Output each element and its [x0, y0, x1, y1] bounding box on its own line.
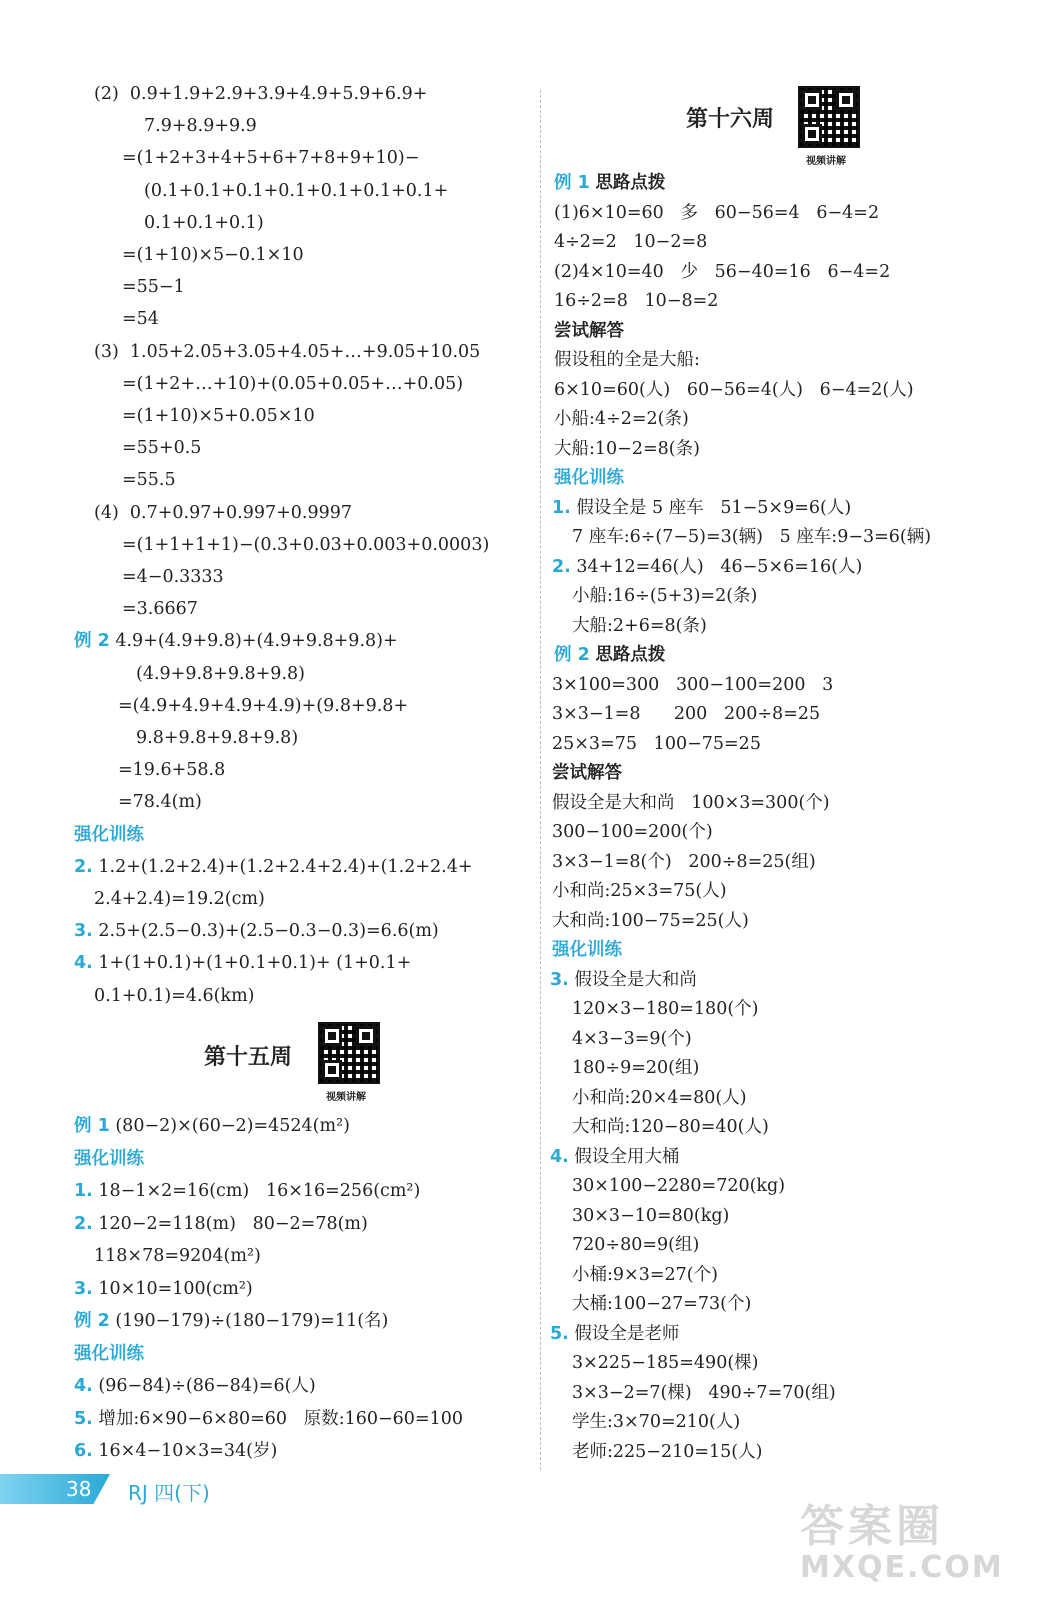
left2-line	[74, 1342, 144, 1366]
left-line	[74, 919, 439, 943]
left-line	[122, 565, 224, 589]
line-text: =(1+2+…+10)+(0.05+0.05+…+0.05)	[122, 373, 464, 394]
line-text: 30×100−2280=720(kg)	[572, 1176, 786, 1196]
item-label: 强化训练	[74, 1148, 144, 1169]
item-label: 5.	[550, 1323, 569, 1344]
left-line	[74, 951, 411, 975]
left-line	[122, 146, 419, 170]
right-line	[554, 466, 624, 490]
right-line	[554, 319, 624, 343]
line-text: 假设租的全是大船:	[554, 350, 700, 370]
left-line	[94, 887, 265, 911]
line-text: 16÷2=8 10−8=2	[554, 291, 719, 311]
watermark-logo	[800, 1490, 1004, 1585]
line-text: =19.6+58.8	[118, 760, 226, 781]
item-label: 2.	[74, 856, 93, 877]
right-line	[552, 702, 820, 726]
right-line	[572, 1410, 740, 1434]
line-text: =4−0.3333	[122, 567, 224, 587]
line-text: (0.1+0.1+0.1+0.1+0.1+0.1+0.1+	[144, 180, 449, 201]
line-text: 大和尚:120−80=40(人)	[572, 1117, 769, 1137]
left2-line	[74, 1114, 350, 1138]
left2-line	[74, 1179, 420, 1203]
line-text: 3×3−2=7(棵) 490÷7=70(组)	[572, 1382, 836, 1403]
line-text: 0.1+0.1+0.1)	[144, 212, 264, 233]
line-text: 小桶:9×3=27(个)	[572, 1264, 718, 1285]
item-label: 3.	[74, 1278, 93, 1299]
right-line	[572, 1233, 699, 1257]
line-text: 9.8+9.8+9.8+9.8)	[136, 728, 299, 748]
line-text: 720÷80=9(组)	[572, 1235, 700, 1255]
left2-line	[74, 1439, 277, 1463]
right-line	[572, 1440, 762, 1464]
line-text: 30×3−10=80(kg)	[572, 1205, 730, 1226]
page-info: RJ 四(下)	[128, 1481, 210, 1505]
line-text: 4×3−3=9(个)	[572, 1028, 692, 1049]
left-line	[74, 855, 473, 879]
line-text: 7 座车:6÷(7−5)=3(辆) 5 座车:9−3=6(辆)	[572, 527, 932, 547]
right-line	[554, 201, 879, 225]
week-15-title: 第十五周	[204, 1045, 293, 1070]
line-text: 10×10=100(cm²)	[98, 1278, 253, 1299]
left-line	[94, 501, 352, 525]
right-line	[554, 378, 914, 402]
qr-caption: 视频讲解	[806, 156, 846, 167]
right-line	[552, 496, 851, 520]
line-text: 大船:10−2=8(条)	[554, 438, 700, 459]
watermark-line-1: 答案圈	[800, 1501, 944, 1552]
item-label: 例 2	[74, 631, 110, 652]
right-line	[572, 1115, 769, 1139]
line-text: 学生:3×70=210(人)	[572, 1412, 741, 1432]
line-text: (190−179)÷(180−179)=11(名)	[115, 1311, 389, 1331]
qr-caption: 视频讲解	[326, 1092, 366, 1103]
qr-code-icon[interactable]	[318, 1022, 380, 1084]
line-text: 2.5+(2.5−0.3)+(2.5−0.3−0.3)=6.6(m)	[98, 921, 439, 942]
qr-code-icon[interactable]	[798, 86, 860, 148]
right-line	[554, 437, 700, 461]
left2-line	[74, 1309, 388, 1333]
line-text: 4÷2=2 10−2=8	[554, 232, 708, 252]
right-line	[554, 171, 665, 195]
line-text: (3) 1.05+2.05+3.05+4.05+…+9.05+10.05	[94, 341, 481, 362]
left-line	[74, 629, 398, 653]
left-line	[118, 694, 408, 718]
line-text: =54	[122, 309, 159, 330]
left2-line	[94, 1244, 261, 1268]
line-text: 6×10=60(人) 60−56=4(人) 6−4=2(人)	[554, 379, 914, 400]
right-line	[552, 850, 816, 874]
line-text: =78.4(m)	[118, 792, 202, 813]
line-text: =55−1	[122, 277, 185, 298]
left-line	[136, 662, 305, 686]
line-text: =(1+1+1+1)−(0.3+0.03+0.003+0.0003)	[122, 534, 490, 555]
item-label: 2.	[74, 1213, 93, 1234]
right-line	[554, 407, 689, 431]
right-line	[552, 732, 761, 756]
line-text: 18−1×2=16(cm) 16×16=256(cm²)	[98, 1181, 421, 1201]
section-heading: 尝试解答	[554, 320, 624, 341]
item-label: 1.	[552, 497, 571, 518]
page-number: 38	[66, 1477, 92, 1501]
section-heading: 思路点拨	[595, 645, 666, 665]
line-text: (80−2)×(60−2)=4524(m²)	[115, 1116, 350, 1136]
line-text: 增加:6×90−6×80=60 原数:160−60=100	[98, 1408, 464, 1429]
right-line	[550, 1145, 679, 1169]
left-line	[118, 790, 202, 814]
right-line	[550, 1322, 679, 1346]
right-line	[552, 761, 622, 785]
right-line	[572, 1086, 747, 1110]
item-label: 4.	[74, 1376, 93, 1396]
line-text: =(4.9+4.9+4.9+4.9)+(9.8+9.8+	[118, 695, 409, 716]
item-label: 例 2	[554, 645, 590, 665]
left-line	[144, 211, 264, 235]
right-line	[552, 555, 862, 579]
left-line	[144, 114, 257, 138]
right-line	[554, 348, 700, 372]
right-line	[554, 289, 718, 313]
item-label: 3.	[74, 921, 93, 942]
line-text: 假设全是大和尚	[574, 969, 697, 990]
line-text: 大和尚:100−75=25(人)	[552, 910, 749, 931]
line-text: 7.9+8.9+9.9	[144, 116, 257, 137]
footer-bar	[0, 1474, 110, 1504]
item-label: 强化训练	[552, 940, 622, 960]
right-line	[572, 1204, 729, 1228]
right-line	[552, 673, 833, 697]
right-line	[550, 968, 697, 992]
line-text: 25×3=75 100−75=25	[552, 733, 761, 754]
line-text: 大桶:100−27=73(个)	[572, 1294, 752, 1314]
left-line	[122, 275, 185, 299]
item-label: 4.	[74, 953, 93, 974]
line-text: 1.2+(1.2+2.4)+(1.2+2.4+2.4)+(1.2+2.4+	[98, 856, 473, 877]
line-text: 120×3−180=180(个)	[572, 999, 759, 1019]
section-heading: 尝试解答	[552, 763, 622, 783]
right-line	[552, 909, 749, 933]
left-line	[118, 758, 225, 782]
line-text: =55+0.5	[122, 438, 202, 459]
right-line	[572, 1056, 699, 1080]
left2-line	[74, 1374, 316, 1398]
line-text: 120−2=118(m) 80−2=78(m)	[98, 1213, 368, 1234]
item-label: 例 1	[554, 173, 590, 193]
line-text: 3×3−1=8 200 200÷8=25	[552, 704, 821, 724]
item-label: 5.	[74, 1408, 93, 1429]
left-line	[122, 372, 463, 396]
line-text: 大船:2+6=8(条)	[572, 615, 707, 636]
line-text: 118×78=9204(m²)	[94, 1246, 261, 1266]
line-text: 1+(1+0.1)+(1+0.1+0.1)+ (1+0.1+	[98, 953, 412, 974]
line-text: 34+12=46(人) 46−5×6=16(人)	[576, 556, 863, 577]
right-line	[572, 1263, 718, 1287]
right-line	[572, 1174, 785, 1198]
line-text: 4.9+(4.9+9.8)+(4.9+9.8+9.8)+	[115, 631, 398, 652]
left-line	[144, 179, 448, 203]
line-text: (1)6×10=60 多 60−56=4 6−4=2	[554, 202, 880, 223]
line-text: 小船:16÷(5+3)=2(条)	[572, 586, 758, 606]
right-line	[554, 260, 890, 284]
line-text: (96−84)÷(86−84)=6(人)	[98, 1376, 316, 1396]
line-text: =(1+10)×5+0.05×10	[122, 406, 315, 426]
right-line	[552, 820, 713, 844]
left-line	[122, 243, 304, 267]
right-line	[552, 938, 622, 962]
left2-line	[74, 1147, 144, 1171]
left2-line	[74, 1212, 368, 1236]
left-line	[122, 597, 198, 621]
line-text: (4.9+9.8+9.8+9.8)	[136, 663, 305, 684]
right-line	[572, 1292, 751, 1316]
item-label: 1.	[74, 1181, 93, 1201]
item-label: 6.	[74, 1441, 93, 1461]
line-text: 小船:4÷2=2(条)	[554, 409, 689, 429]
line-text: 假设全是 5 座车 51−5×9=6(人)	[576, 497, 852, 518]
left-line	[94, 82, 427, 106]
line-text: 2.4+2.4)=19.2(cm)	[94, 889, 265, 909]
left-line	[122, 404, 315, 428]
week-16-title: 第十六周	[686, 107, 775, 132]
watermark-line-2: MXQE.COM	[800, 1550, 1004, 1585]
left-line	[74, 823, 144, 847]
line-text: (2)4×10=40 少 56−40=16 6−4=2	[554, 261, 891, 282]
right-line	[572, 997, 758, 1021]
left-line	[136, 726, 298, 750]
left2-line	[74, 1407, 463, 1431]
right-line	[572, 1027, 692, 1051]
line-text: 16×4−10×3=34(岁)	[98, 1441, 278, 1461]
section-heading: 思路点拨	[595, 173, 666, 193]
right-line	[554, 643, 665, 667]
item-label: 4.	[550, 1146, 569, 1167]
line-text: 3×100=300 300−100=200 3	[552, 674, 834, 695]
left-line	[122, 533, 489, 557]
line-text: 300−100=200(个)	[552, 822, 713, 842]
left-line	[122, 436, 201, 460]
line-text: =(1+10)×5−0.1×10	[122, 245, 304, 265]
item-label: 例 1	[74, 1116, 110, 1136]
right-line	[552, 879, 727, 903]
line-text: =(1+2+3+4+5+6+7+8+9+10)−	[122, 148, 420, 169]
line-text: 0.1+0.1)=4.6(km)	[94, 985, 255, 1006]
left-line	[122, 307, 159, 331]
line-text: (4) 0.7+0.97+0.997+0.9997	[94, 502, 353, 523]
right-line	[552, 791, 830, 815]
line-text: 小和尚:20×4=80(人)	[572, 1087, 747, 1108]
item-label: 例 2	[74, 1311, 110, 1331]
line-text: 3×225−185=490(棵)	[572, 1353, 759, 1373]
line-text: 老师:225−210=15(人)	[572, 1441, 763, 1462]
column-divider	[540, 90, 541, 1470]
left2-line	[74, 1277, 253, 1301]
right-line	[572, 614, 707, 638]
item-label: 3.	[550, 969, 569, 990]
right-line	[554, 230, 707, 254]
item-label: 2.	[552, 556, 571, 577]
left-line	[94, 340, 480, 364]
item-label: 强化训练	[74, 1343, 144, 1364]
right-line	[572, 1351, 758, 1375]
right-line	[572, 1381, 836, 1405]
line-text: 假设全是老师	[574, 1323, 680, 1344]
left-line	[122, 468, 176, 492]
line-text: 小和尚:25×3=75(人)	[552, 881, 727, 901]
line-text: =55.5	[122, 470, 176, 491]
left-line	[94, 984, 255, 1008]
item-label: 强化训练	[554, 468, 624, 488]
line-text: 假设全用大桶	[574, 1146, 680, 1167]
right-line	[572, 525, 931, 549]
line-text: 180÷9=20(组)	[572, 1058, 700, 1078]
line-text: 假设全是大和尚 100×3=300(个)	[552, 792, 830, 813]
line-text: 3×3−1=8(个) 200÷8=25(组)	[552, 851, 816, 872]
line-text: (2) 0.9+1.9+2.9+3.9+4.9+5.9+6.9+	[94, 84, 428, 104]
line-text: =3.6667	[122, 599, 198, 620]
right-line	[572, 584, 757, 608]
item-label: 强化训练	[74, 824, 144, 845]
